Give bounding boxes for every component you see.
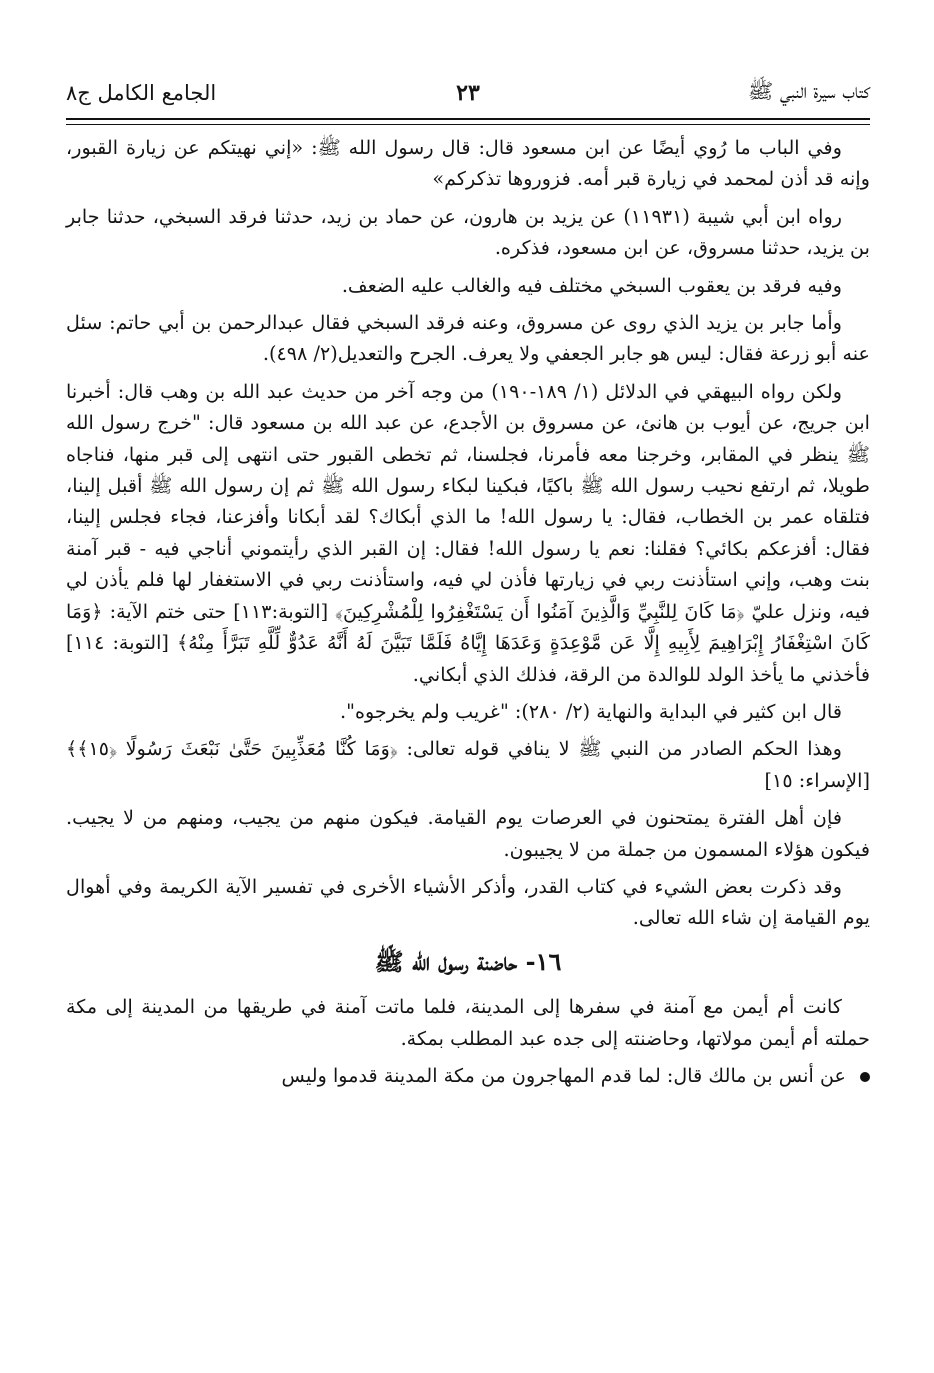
- paragraph: قال ابن كثير في البداية والنهاية (٢/ ٢٨٠): "غريب ولم يخرجوه".: [340, 699, 842, 723]
- bullet-icon: [860, 1072, 870, 1082]
- paragraph: وهذا الحكم الصادر من النبي ﷺ لا ينافي قوله تعالى: ﴿وَمَا كُنَّا مُعَذِّبِينَ حَتَّىٰ نَبْعَثَ رَسُولًا ﴿١٥﴾﴾ [الإسراء: ١٥]: [66, 737, 870, 792]
- bullet-paragraph: [66, 1060, 870, 1091]
- page-body: [66, 132, 870, 1097]
- section-heading: ١٦- حاضنة رسول الله ﷺ: [374, 946, 562, 976]
- paragraph: ولكن رواه البيهقي في الدلائل (١/ ١٨٩-١٩٠) من وجه آخر من حديث عبد الله بن وهب قال: أخبرنا ابن جريج، عن أيوب بن هانئ، عن مسروق بن الأجدع، عن عبد الله بن مسعود قال: "خرج رسول الله ﷺ ينظر في المقابر، وخرجنا معه فأمرنا، فجلسنا، ثم تخطى القبور حتى انتهى إلى قبر منها، فناجاه طويلا، ثم ارتفع نحيب رسول الله ﷺ باكيًا، فبكينا لبكاء رسول الله ﷺ ثم إن رسول الله ﷺ أقبل إلينا، فتلقاه عمر بن الخطاب، فقال: يا رسول الله! ما الذي أبكاك؟ لقد أبكانا وأفزعنا، فجاء فجلس إلينا، فقال: أفزعكم بكائي؟ فقلنا: نعم يا رسول الله! فقال: إن القبر الذي رأيتموني أناجي فيه - قبر آمنة بنت وهب، وإني استأذنت ربي في زيارتها فأذن لي فيه، واستأذنت ربي في الاستغفار لها فلم يأذن لي فيه، ونزل عليّ ﴿مَا كَانَ لِلنَّبِيِّ وَالَّذِينَ آمَنُوا أَن يَسْتَغْفِرُوا لِلْمُشْرِكِينَ﴾ [التوبة:١١٣] حتى ختم الآية: ﴿وَمَا كَانَ اسْتِغْفَارُ إِبْرَاهِيمَ لِأَبِيهِ إِلَّا عَن مَّوْعِدَةٍ وَعَدَهَا إِيَّاهُ فَلَمَّا تَبَيَّنَ لَهُ أَنَّهُ عَدُوٌّ لِّلَّهِ تَبَرَّأَ مِنْهُ﴾ [التوبة: ١١٤] فأخذني ما يأخذ الولد للوالدة من الرقة، فذلك الذي أبكاني.: [66, 379, 870, 686]
- paragraph: وقد ذكرت بعض الشيء في كتاب القدر، وأذكر الأشياء الأخرى في تفسير الآية الكريمة وفي أهوال يوم القيامة إن شاء الله تعالى.: [66, 874, 870, 930]
- volume-title: الجامع الكامل ج٨: [66, 81, 217, 105]
- paragraph: كانت أم أيمن مع آمنة في سفرها إلى المدينة، فلما ماتت آمنة في طريقها من المدينة إلى مكة حملته أم أيمن مولاتها، وحاضنته إلى جده عبد المطلب بمكة.: [66, 995, 870, 1050]
- paragraph: وأما جابر بن يزيد الذي روى عن مسروق، وعنه فرقد السبخي فقال عبدالرحمن بن أبي حاتم: سئل عنه أبو زرعة فقال: ليس هو جابر الجعفي ولا يعرف. الجرح والتعديل(٢/ ٤٩٨).: [66, 311, 870, 366]
- book-title: كتاب سيرة النبي ﷺ: [747, 78, 870, 103]
- paragraph: وفيه فرقد بن يعقوب السبخي مختلف فيه والغالب عليه الضعف.: [341, 273, 842, 297]
- header-divider: [66, 118, 870, 125]
- paragraph: فإن أهل الفترة يمتحنون في العرصات يوم القيامة. فيكون منهم من يجيب، ومنهم من لا يجيب. فيكون هؤلاء المسمون من جملة من لا يجيبون.: [66, 806, 870, 861]
- page-header: [66, 72, 870, 114]
- paragraph: وفي الباب ما رُوي أيضًا عن ابن مسعود قال: قال رسول الله ﷺ: «إني نهيتكم عن زيارة القبور، وإنه قد أذن لمحمد في زيارة قبر أمه. فزوروها تذكركم»: [66, 136, 870, 191]
- bullet-text: عن أنس بن مالك قال: لما قدم المهاجرون من مكة المدينة قدموا وليس: [281, 1063, 846, 1087]
- page-number: ٢٣: [456, 80, 480, 106]
- paragraph: رواه ابن أبي شيبة (١١٩٣١) عن يزيد بن هارون، عن حماد بن زيد، حدثنا فرقد السبخي، حدثنا جابر بن يزيد، حدثنا مسروق، عن ابن مسعود، فذكره.: [66, 204, 870, 260]
